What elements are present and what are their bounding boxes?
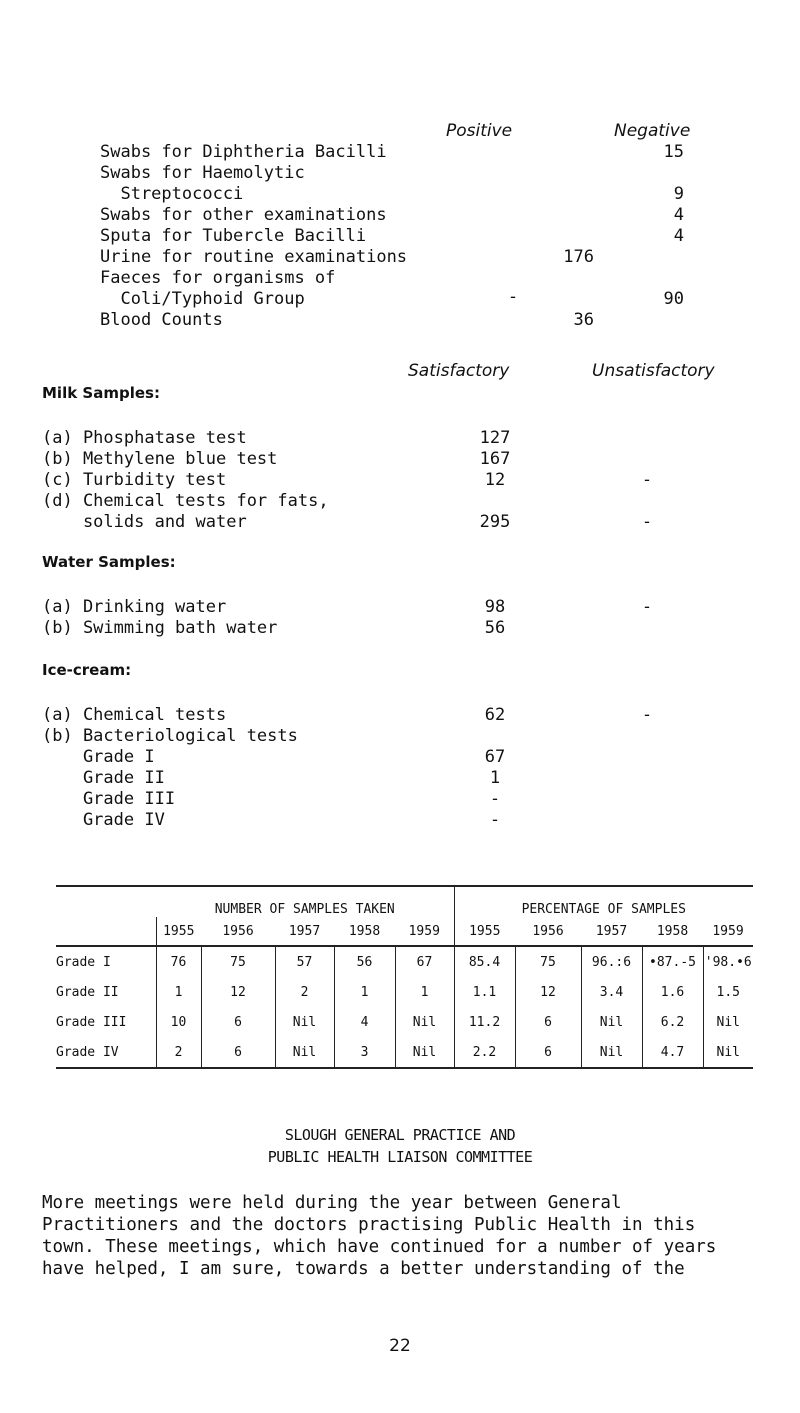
pct-cell: •87.-5: [642, 946, 703, 977]
table-row: [56, 946, 753, 977]
list-item: Grade I: [42, 747, 155, 767]
water-heading: Water Samples:: [42, 553, 176, 571]
count-cell: 67: [395, 946, 454, 977]
list-item: (d) Chemical tests for fats,: [42, 491, 329, 511]
swab-row-label: Swabs for Haemolytic: [100, 163, 305, 183]
count-cell: 56: [334, 946, 395, 977]
year-header: 1955: [454, 917, 515, 946]
pct-cell: 4.7: [642, 1037, 703, 1068]
pct-cell: 1.6: [642, 977, 703, 1007]
year-header: 1958: [348, 923, 381, 939]
swab-row-negative: 15: [663, 142, 684, 162]
swab-row-positive: 36: [573, 310, 594, 330]
swab-row-negative: 90: [663, 289, 684, 309]
pct-cell: 11.2: [454, 1007, 515, 1037]
section-subheading: PUBLIC HEALTH LIAISON COMMITTEE: [267, 1148, 533, 1166]
pct-cell: 1.5: [703, 977, 753, 1007]
list-item: (b) Bacteriological tests: [42, 726, 298, 746]
swab-row-negative: 9: [673, 184, 684, 204]
paragraph-line: have helped, I am sure, towards a better understanding of the: [42, 1259, 685, 1279]
pct-cell: 6.2: [642, 1007, 703, 1037]
pct-cell: 6: [515, 1037, 581, 1068]
count-cell: Nil: [275, 1007, 334, 1037]
icecream-heading: Ice-cream:: [42, 661, 132, 679]
sat-value: 98: [484, 597, 506, 617]
pct-cell: 12: [515, 977, 581, 1007]
pct-cell: Nil: [581, 1007, 642, 1037]
count-cell: 1: [395, 977, 454, 1007]
year-header: 1957: [595, 923, 628, 939]
col-header-unsatisfactory: Unsatisfactory: [592, 361, 715, 381]
samples-table: [56, 885, 753, 1069]
paragraph-line: town. These meetings, which have continued for a number of years: [42, 1237, 717, 1257]
grade-label: Grade I: [56, 954, 111, 970]
swab-row-label: Sputa for Tubercle Bacilli: [100, 226, 367, 246]
unsat-value: -: [641, 512, 653, 532]
swab-row-negative: 4: [673, 226, 684, 246]
list-item: (b) Swimming bath water: [42, 618, 278, 638]
pct-cell: Nil: [703, 1007, 753, 1037]
count-cell: 75: [201, 946, 275, 977]
sat-value: 67: [484, 747, 506, 767]
table-row: [56, 977, 753, 1007]
pct-cell: Nil: [703, 1037, 753, 1068]
swab-row-label: Urine for routine examinations: [100, 247, 408, 267]
page-number: 22: [389, 1336, 411, 1356]
swab-row-label: Swabs for other examinations: [100, 205, 387, 225]
sat-value: 62: [484, 705, 506, 725]
count-cell: 1: [334, 977, 395, 1007]
group-header-counts: NUMBER OF SAMPLES TAKEN: [214, 902, 395, 917]
sat-value: 1: [489, 768, 501, 788]
list-item: (c) Turbidity test: [42, 470, 227, 490]
list-item: solids and water: [42, 512, 247, 532]
swab-row-positive: -: [507, 287, 519, 307]
paragraph-line: More meetings were held during the year between General: [42, 1193, 622, 1213]
sat-value: 56: [484, 618, 506, 638]
count-cell: 12: [201, 977, 275, 1007]
pct-cell: 96.:6: [581, 946, 642, 977]
swab-row-label: Blood Counts: [100, 310, 223, 330]
year-header: 1958: [656, 923, 689, 939]
table-row: [56, 1007, 753, 1037]
list-item: (a) Chemical tests: [42, 705, 227, 725]
sat-value: 127: [479, 428, 511, 448]
count-cell: 76: [156, 946, 201, 977]
swab-row-positive: 176: [563, 247, 594, 267]
unsat-value: -: [641, 597, 653, 617]
pct-cell: 6: [515, 1007, 581, 1037]
col-header-positive: Positive: [446, 121, 513, 141]
list-item: (a) Phosphatase test: [42, 428, 247, 448]
sat-value: 12: [484, 470, 506, 490]
pct-cell: 85.4: [454, 946, 515, 977]
count-cell: Nil: [395, 1037, 454, 1068]
col-header-satisfactory: Satisfactory: [408, 361, 510, 381]
swab-row-negative: 4: [673, 205, 684, 225]
list-item: (a) Drinking water: [42, 597, 227, 617]
year-header: 1959: [408, 923, 440, 939]
pct-cell: Nil: [581, 1037, 642, 1068]
pct-cell: 75: [515, 946, 581, 977]
table-row: [56, 1037, 753, 1068]
count-cell: 1: [156, 977, 201, 1007]
year-header: 1956: [222, 923, 254, 939]
list-item: Grade III: [42, 789, 176, 809]
grade-label: Grade II: [56, 984, 119, 1000]
pct-cell: '98.•6: [703, 946, 753, 977]
count-cell: Nil: [275, 1037, 334, 1068]
swab-row-label: Coli/Typhoid Group: [100, 289, 305, 309]
count-cell: 4: [334, 1007, 395, 1037]
grade-label: Grade IV: [56, 1044, 119, 1060]
sat-value: -: [489, 810, 501, 830]
unsat-value: -: [641, 705, 653, 725]
pct-cell: 2.2: [454, 1037, 515, 1068]
grade-label: Grade III: [56, 1014, 127, 1030]
group-header-percentages: PERCENTAGE OF SAMPLES: [454, 886, 753, 917]
sat-value: 167: [479, 449, 511, 469]
section-heading: SLOUGH GENERAL PRACTICE AND: [284, 1126, 516, 1144]
list-item: Grade II: [42, 768, 165, 788]
count-cell: 2: [156, 1037, 201, 1068]
swab-row-label: Streptococci: [100, 184, 244, 204]
count-cell: 3: [334, 1037, 395, 1068]
list-item: (b) Methylene blue test: [42, 449, 278, 469]
year-header: 1956: [532, 923, 564, 939]
col-header-negative: Negative: [614, 121, 691, 141]
count-cell: 10: [156, 1007, 201, 1037]
year-header: 1957: [288, 923, 321, 939]
milk-heading: Milk Samples:: [42, 384, 160, 402]
sat-value: -: [489, 789, 501, 809]
pct-cell: 3.4: [581, 977, 642, 1007]
swab-row-label: Faeces for organisms of: [100, 268, 336, 288]
pct-cell: 1.1: [454, 977, 515, 1007]
year-header: 1955: [156, 917, 201, 946]
count-cell: 6: [201, 1007, 275, 1037]
list-item: Grade IV: [42, 810, 165, 830]
unsat-value: -: [641, 470, 653, 490]
swab-row-label: Swabs for Diphtheria Bacilli: [100, 142, 387, 162]
count-cell: 57: [275, 946, 334, 977]
sat-value: 295: [479, 512, 511, 532]
count-cell: Nil: [395, 1007, 454, 1037]
paragraph-line: Practitioners and the doctors practising Public Health in this: [42, 1215, 696, 1235]
count-cell: 2: [275, 977, 334, 1007]
count-cell: 6: [201, 1037, 275, 1068]
year-header: 1959: [712, 923, 744, 939]
